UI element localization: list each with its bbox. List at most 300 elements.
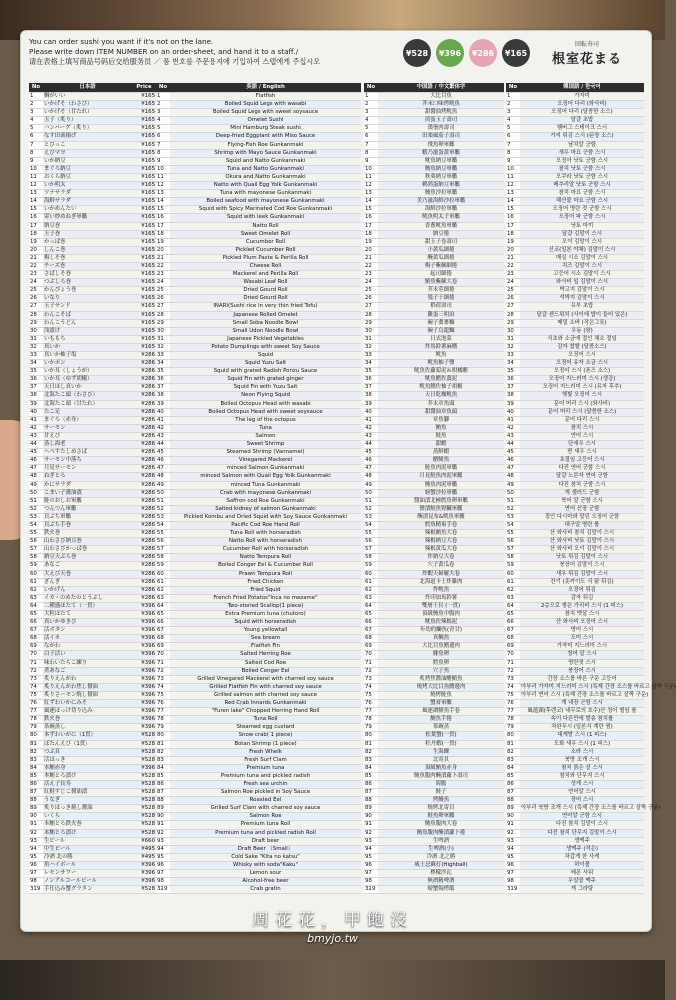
menu-row <box>364 392 504 400</box>
item-name-japanese: つぶしろ巻 <box>43 279 132 287</box>
item-number: 8 <box>506 149 520 157</box>
item-name-chinese: 炸蝦天婦羅大卷 <box>378 570 504 578</box>
menu-row <box>29 691 156 699</box>
menu-row <box>156 190 361 198</box>
item-name-korean: 석박지 김말이 스시 <box>520 295 644 303</box>
menu-row <box>364 619 504 627</box>
item-name-korean: 다진 참치 김말이 스시 <box>520 821 644 829</box>
item-name-japanese: 活え子長寿 <box>43 780 132 788</box>
item-number: 39 <box>364 400 378 408</box>
item-number: 53 <box>364 513 378 521</box>
item-number: 85 <box>506 772 520 780</box>
col-header-no: No <box>156 83 170 93</box>
item-number: 78 <box>29 716 43 724</box>
menu-row <box>29 505 156 513</box>
menu-row <box>364 141 504 149</box>
item-name-chinese: 年幼的鰤魚(青甘) <box>378 627 504 635</box>
item-name-korean: 연어 스시 <box>520 432 644 440</box>
menu-row <box>364 748 504 756</box>
item-number: 7 <box>506 141 520 149</box>
item-name-chinese: 稻荷壽司 <box>378 303 504 311</box>
item-number: 55 <box>506 530 520 538</box>
menu-row <box>156 117 361 125</box>
menu-row <box>156 287 361 295</box>
menu-row <box>156 441 361 449</box>
item-name-japanese: 煮あなご <box>43 667 132 675</box>
item-name-korean: 산 와사비 오이 김말이 스시 <box>520 546 644 554</box>
item-number: 29 <box>29 319 43 327</box>
item-name-korean: 달걀 김말이 스시 <box>520 230 644 238</box>
item-number: 28 <box>29 311 43 319</box>
item-number: 20 <box>29 246 43 254</box>
instruction-line: 请在表格上填写商品号码后交给服务员 ／ 품 번호를 주문용지에 기입하여 스텝에게 주십시오 <box>29 57 321 66</box>
item-number: 3 <box>156 109 170 117</box>
item-number: 28 <box>506 311 520 319</box>
menu-row <box>364 271 504 279</box>
menu-row <box>156 651 361 659</box>
item-price: ¥165 <box>132 117 156 125</box>
item-name-korean: 연어 신장 군함 <box>520 505 644 513</box>
item-name-english: Salted Herring Roe <box>170 651 361 659</box>
item-name-chinese: 鱿魚佐辣根泥 <box>378 619 504 627</box>
item-number: 36 <box>506 376 520 384</box>
item-name-english: Squid with leek Gunkanmaki <box>170 214 361 222</box>
item-number: 42 <box>29 424 43 432</box>
item-name-english: Premium tuna and pickled radish Roll <box>170 829 361 837</box>
menu-row <box>156 343 361 351</box>
item-price: ¥286 <box>132 449 156 457</box>
item-number: 11 <box>29 173 43 181</box>
item-number: 78 <box>156 716 170 724</box>
menu-row <box>364 230 504 238</box>
item-name-english: Sea bream <box>170 635 361 643</box>
menu-row <box>364 254 504 262</box>
menu-row <box>506 360 644 368</box>
menu-row <box>29 408 156 416</box>
item-name-chinese: 辣根納豆大卷 <box>378 538 504 546</box>
menu-row <box>364 93 504 101</box>
item-number: 89 <box>29 805 43 813</box>
item-number: 28 <box>364 311 378 319</box>
item-number: 16 <box>364 214 378 222</box>
item-name-japanese: 活ほっき <box>43 756 132 764</box>
item-number: 27 <box>29 303 43 311</box>
item-name-korean: 무알콜 맥주 <box>520 878 644 886</box>
item-number: 21 <box>364 254 378 262</box>
item-name-korean: 오징어 스시 <box>520 352 644 360</box>
menu-row <box>29 513 156 521</box>
item-name-japanese: わんこそば <box>43 311 132 319</box>
item-name-english: Young yellowtail <box>170 627 361 635</box>
item-name-japanese: しんこ巻 <box>43 246 132 254</box>
item-name-korean: 오징어 스시 (폰즈 소스) <box>520 368 644 376</box>
item-name-chinese: 甜玉子卷壽司 <box>378 238 504 246</box>
menu-row <box>156 360 361 368</box>
item-name-korean: 참치 뱃살 스시 <box>520 611 644 619</box>
item-name-chinese: 螃蟹沙拉軍艦 <box>378 489 504 497</box>
price-badge: ¥165 <box>502 39 530 67</box>
item-number: 43 <box>156 432 170 440</box>
menu-row <box>506 659 644 667</box>
menu-row <box>29 190 156 198</box>
menu-row <box>156 772 361 780</box>
menu-row <box>156 473 361 481</box>
item-name-korean: 다진 연어 군함 스시 <box>520 465 644 473</box>
item-number: 87 <box>364 789 378 797</box>
item-number: 98 <box>156 878 170 886</box>
menu-row <box>506 837 644 845</box>
item-number: 9 <box>364 157 378 165</box>
item-number: 64 <box>156 602 170 610</box>
item-name-english: Grilled Surf Clam with charred soy sauce <box>170 805 361 813</box>
menu-row <box>29 424 156 432</box>
item-number: 6 <box>156 133 170 141</box>
item-number: 34 <box>506 360 520 368</box>
item-number: 5 <box>506 125 520 133</box>
menu-row <box>506 643 644 651</box>
menu-row <box>156 432 361 440</box>
item-number: 77 <box>506 708 520 716</box>
item-number: 1 <box>156 93 170 101</box>
item-name-chinese: 鮪魚腹肉大卷 <box>378 821 504 829</box>
item-price: ¥286 <box>132 505 156 513</box>
menu-row <box>156 667 361 675</box>
menu-row <box>29 756 156 764</box>
item-number: 68 <box>29 635 43 643</box>
menu-row <box>156 489 361 497</box>
item-number: 54 <box>29 521 43 529</box>
item-name-korean: 오징어 다리 (달콤한 소스) <box>520 109 644 117</box>
item-name-english: Natto Roll with horseradish <box>170 538 361 546</box>
item-number: 76 <box>364 700 378 708</box>
item-price: ¥396 <box>132 764 156 772</box>
menu-row <box>364 837 504 845</box>
item-name-japanese: かんぴょう巻 <box>43 287 132 295</box>
item-name-korean: 문어 머리 스시 (달콤한 소스) <box>520 408 644 416</box>
item-name-korean: 성게 스시 <box>520 780 644 788</box>
item-name-chinese: 鮭魚卵軍艦 <box>378 813 504 821</box>
menu-row <box>364 700 504 708</box>
item-number: 19 <box>29 238 43 246</box>
item-name-chinese: 大比目魚鰭邊肉 <box>378 643 504 651</box>
item-name-korean: 2층으로 쌓은 가리비 스시 (1 피스) <box>520 602 644 610</box>
item-number: 41 <box>364 416 378 424</box>
item-number: 59 <box>364 562 378 570</box>
item-name-japanese: 二種盛ほたて（一貫） <box>43 602 132 610</box>
menu-row <box>506 756 644 764</box>
item-name-korean: 참치 낫토 군함 스시 <box>520 165 644 173</box>
menu-row <box>506 602 644 610</box>
item-number: 88 <box>156 797 170 805</box>
item-price: ¥396 <box>132 683 156 691</box>
item-number: 61 <box>156 578 170 586</box>
item-price: ¥396 <box>132 611 156 619</box>
item-number: 34 <box>364 360 378 368</box>
item-number: 98 <box>364 878 378 886</box>
menu-row <box>506 611 644 619</box>
menu-row <box>29 627 156 635</box>
item-number: 74 <box>29 683 43 691</box>
item-number: 82 <box>29 748 43 756</box>
menu-row <box>29 708 156 716</box>
item-name-korean: 오징어 다리 (와사비) <box>520 101 644 109</box>
item-name-english: Fresh sea urchin <box>170 780 361 788</box>
item-number: 22 <box>364 262 378 270</box>
menu-sheet <box>20 30 676 932</box>
item-name-korean: 낫토 튀김 김말이 스시 <box>520 554 644 562</box>
item-number: 60 <box>156 570 170 578</box>
item-name-english: Red Crab Innards Gunkanmaki <box>170 700 361 708</box>
item-price: ¥528 <box>132 805 156 813</box>
menu-row <box>156 481 361 489</box>
item-name-chinese: 威士忌蘇打(Highball) <box>378 861 504 869</box>
item-price: ¥286 <box>132 441 156 449</box>
item-number: 91 <box>506 821 520 829</box>
item-number: 36 <box>364 376 378 384</box>
item-name-chinese: 鮭魚 <box>378 432 504 440</box>
item-number: 57 <box>506 546 520 554</box>
item-number: 93 <box>364 837 378 845</box>
item-name-chinese: 起司細捲 <box>378 271 504 279</box>
item-name-english: Boiled seafood with mayonese Gunkanmaki <box>170 198 361 206</box>
item-number: 54 <box>506 521 520 529</box>
item-name-japanese: いか耳（しょうが） <box>43 368 132 376</box>
menu-row <box>506 797 644 805</box>
item-price: ¥165 <box>132 141 156 149</box>
item-number: 36 <box>156 376 170 384</box>
menu-row <box>506 554 644 562</box>
item-name-english: Boiled Squid Legs with wasabi <box>170 101 361 109</box>
menu-row <box>29 675 156 683</box>
item-number: 43 <box>364 432 378 440</box>
item-name-chinese: 炸印加馬鈴薯 <box>378 594 504 602</box>
menu-row <box>506 562 644 570</box>
menu-row <box>156 740 361 748</box>
item-name-japanese: 鮭のおしお軍艦 <box>43 497 132 505</box>
item-number: 81 <box>506 740 520 748</box>
item-name-english: Japanese Rolled Omelet <box>170 311 361 319</box>
menu-row <box>29 93 156 101</box>
menu-row <box>29 311 156 319</box>
item-name-english: Squid Yuzu Salt <box>170 360 361 368</box>
item-name-japanese: ぼたんえび（1貫） <box>43 740 132 748</box>
item-number: 84 <box>156 764 170 772</box>
item-name-korean: 절인 다시마와 말린 오징어 군함 <box>520 513 644 521</box>
item-name-chinese: 辣根鮪魚大卷 <box>378 530 504 538</box>
menu-row <box>156 878 361 886</box>
item-number: 45 <box>29 449 43 457</box>
item-name-japanese: ねぎとろ <box>43 473 132 481</box>
item-number: 75 <box>506 691 520 699</box>
item-name-english: minced Salmon Gunkanmaki <box>170 465 361 473</box>
item-name-japanese: 中生ビール <box>43 845 132 853</box>
item-name-english: Snow crab( 1 piece) <box>170 732 361 740</box>
item-price: ¥286 <box>132 481 156 489</box>
item-number: 18 <box>364 230 378 238</box>
menu-row <box>364 287 504 295</box>
item-number: 19 <box>506 238 520 246</box>
item-number: 52 <box>364 505 378 513</box>
item-price: ¥396 <box>132 870 156 878</box>
item-name-chinese: 燒烤鮭魚 <box>378 691 504 699</box>
item-number: 39 <box>506 400 520 408</box>
menu-row <box>156 335 361 343</box>
item-number: 46 <box>29 457 43 465</box>
item-number: 98 <box>506 878 520 886</box>
menu-row <box>156 562 361 570</box>
item-number: 68 <box>506 635 520 643</box>
menu-row <box>506 724 644 732</box>
menu-row <box>29 716 156 724</box>
menu-row <box>29 343 156 351</box>
item-name-chinese: 牡丹蝦(一貫) <box>378 740 504 748</box>
item-name-english: Squid with Spicy Marinated Cod Roe Gunkanmaki <box>170 206 361 214</box>
item-number: 18 <box>506 230 520 238</box>
menu-row <box>156 853 361 861</box>
menu-row <box>156 497 361 505</box>
menu-row <box>506 497 644 505</box>
item-price: ¥396 <box>132 708 156 716</box>
menu-row <box>364 845 504 853</box>
menu-row <box>29 133 156 141</box>
item-name-english: "Furen lake" Chopped Herring Hand Roll <box>170 708 361 716</box>
menu-row <box>506 635 644 643</box>
menu-row <box>364 238 504 246</box>
item-name-japanese: サーモン <box>43 424 132 432</box>
menu-row <box>29 125 156 133</box>
item-number: 10 <box>29 165 43 173</box>
menu-row <box>156 368 361 376</box>
menu-row <box>364 505 504 513</box>
item-number: 50 <box>156 489 170 497</box>
item-number: 39 <box>29 400 43 408</box>
item-price: ¥165 <box>132 319 156 327</box>
menu-row <box>156 352 361 360</box>
item-name-korean: 달걀 노른자 연어 군함 <box>520 473 644 481</box>
item-price: ¥165 <box>132 335 156 343</box>
item-number: 2 <box>364 101 378 109</box>
item-number: 92 <box>156 829 170 837</box>
menu-row <box>29 384 156 392</box>
item-name-korean: 오쿠라 낫토 군함 스시 <box>520 173 644 181</box>
item-number: 83 <box>506 756 520 764</box>
item-name-korean: 대구알 명란 롤 <box>520 521 644 529</box>
item-number: 26 <box>29 295 43 303</box>
item-number: 36 <box>29 376 43 384</box>
menu-row <box>29 554 156 562</box>
menu-row <box>506 198 644 206</box>
menu-row <box>29 586 156 594</box>
item-name-korean: 문어 다리 스시 <box>520 416 644 424</box>
item-name-japanese: いかめんたい <box>43 206 132 214</box>
menu-row <box>29 780 156 788</box>
item-number: 25 <box>156 287 170 295</box>
item-number: 94 <box>29 845 43 853</box>
menu-row <box>506 214 644 222</box>
menu-row <box>506 125 644 133</box>
item-name-korean: 오이 김말이 스시 <box>520 238 644 246</box>
item-price: ¥165 <box>132 287 156 295</box>
item-name-japanese: 紅ずわいかにみそ <box>43 700 132 708</box>
menu-row <box>364 659 504 667</box>
item-name-chinese: 真鯛魚 <box>378 635 504 643</box>
item-number: 64 <box>364 602 378 610</box>
item-name-chinese: 鯡魚卵 <box>378 651 504 659</box>
item-number: 84 <box>364 764 378 772</box>
item-number: 51 <box>29 497 43 505</box>
item-name-chinese: 鹽漬鮭魚腎臟軍艦 <box>378 505 504 513</box>
item-name-english: Sweet Omelet Roll <box>170 230 361 238</box>
menu-row <box>156 214 361 222</box>
item-number: 32 <box>156 343 170 351</box>
item-name-chinese: 甜醬油章魚頭 <box>378 408 504 416</box>
item-number: 25 <box>364 287 378 295</box>
item-name-chinese: 甜蝦 <box>378 441 504 449</box>
menu-row <box>29 789 156 797</box>
item-name-japanese: 納豆巻 <box>43 222 132 230</box>
item-name-korean: 가지 튀김 스시 (된장 소스) <box>520 133 644 141</box>
item-name-japanese: つぶ貝 <box>43 748 132 756</box>
menu-row <box>156 465 361 473</box>
chinese-column-table <box>364 83 504 894</box>
item-number: 96 <box>506 861 520 869</box>
item-number: 61 <box>29 578 43 586</box>
menu-row <box>156 295 361 303</box>
item-number: 21 <box>29 254 43 262</box>
item-name-english: Vinegared Mackerel <box>170 457 361 465</box>
menu-row <box>29 303 156 311</box>
menu-row <box>29 254 156 262</box>
item-name-english: Steamed Shrimp (Vannamei) <box>170 449 361 457</box>
item-number: 21 <box>506 254 520 262</box>
item-name-chinese: 炸鱿魚 <box>378 586 504 594</box>
item-number: 49 <box>506 481 520 489</box>
item-name-chinese: 納豆捲 <box>378 230 504 238</box>
item-name-korean: 게 샐러드 군함 <box>520 489 644 497</box>
item-number: 87 <box>29 789 43 797</box>
item-name-japanese: 本鮪とろ鉄火巻 <box>43 821 132 829</box>
item-name-japanese: とびっこ <box>43 141 132 149</box>
item-name-english: Boiled Conger Eel & Cucumber Roll <box>170 562 361 570</box>
item-name-japanese: 鉄火巻 <box>43 530 132 538</box>
menu-row <box>156 230 361 238</box>
item-number: 71 <box>364 659 378 667</box>
menu-row <box>506 870 644 878</box>
item-price: ¥165 <box>132 190 156 198</box>
menu-row <box>29 141 156 149</box>
menu-row <box>506 530 644 538</box>
item-name-english: Salmon Roe <box>170 813 361 821</box>
item-name-korean: 잔기 (홋카이도 식 닭 튀김) <box>520 578 644 586</box>
item-name-chinese: 螃蟹焗烤飯 <box>378 886 504 894</box>
item-name-chinese: 芥末口味烤鱿魚 <box>378 101 504 109</box>
menu-row <box>506 748 644 756</box>
menu-row <box>506 700 644 708</box>
item-name-japanese: レモンサワー <box>43 870 132 878</box>
menu-row <box>364 481 504 489</box>
item-number: 7 <box>156 141 170 149</box>
item-number: 45 <box>156 449 170 457</box>
item-name-korean: 오징어 지느러미 스시 (유자 후추) <box>520 384 644 392</box>
menu-row <box>29 335 156 343</box>
item-number: 46 <box>364 457 378 465</box>
item-name-japanese: 貝ぶち手巻 <box>43 521 132 529</box>
item-name-english: Saffron cod Roe Gunkanmaki <box>170 497 361 505</box>
item-number: 25 <box>506 287 520 295</box>
menu-row <box>506 764 644 772</box>
item-name-english: Cheese Roll <box>170 262 361 270</box>
menu-row <box>364 473 504 481</box>
